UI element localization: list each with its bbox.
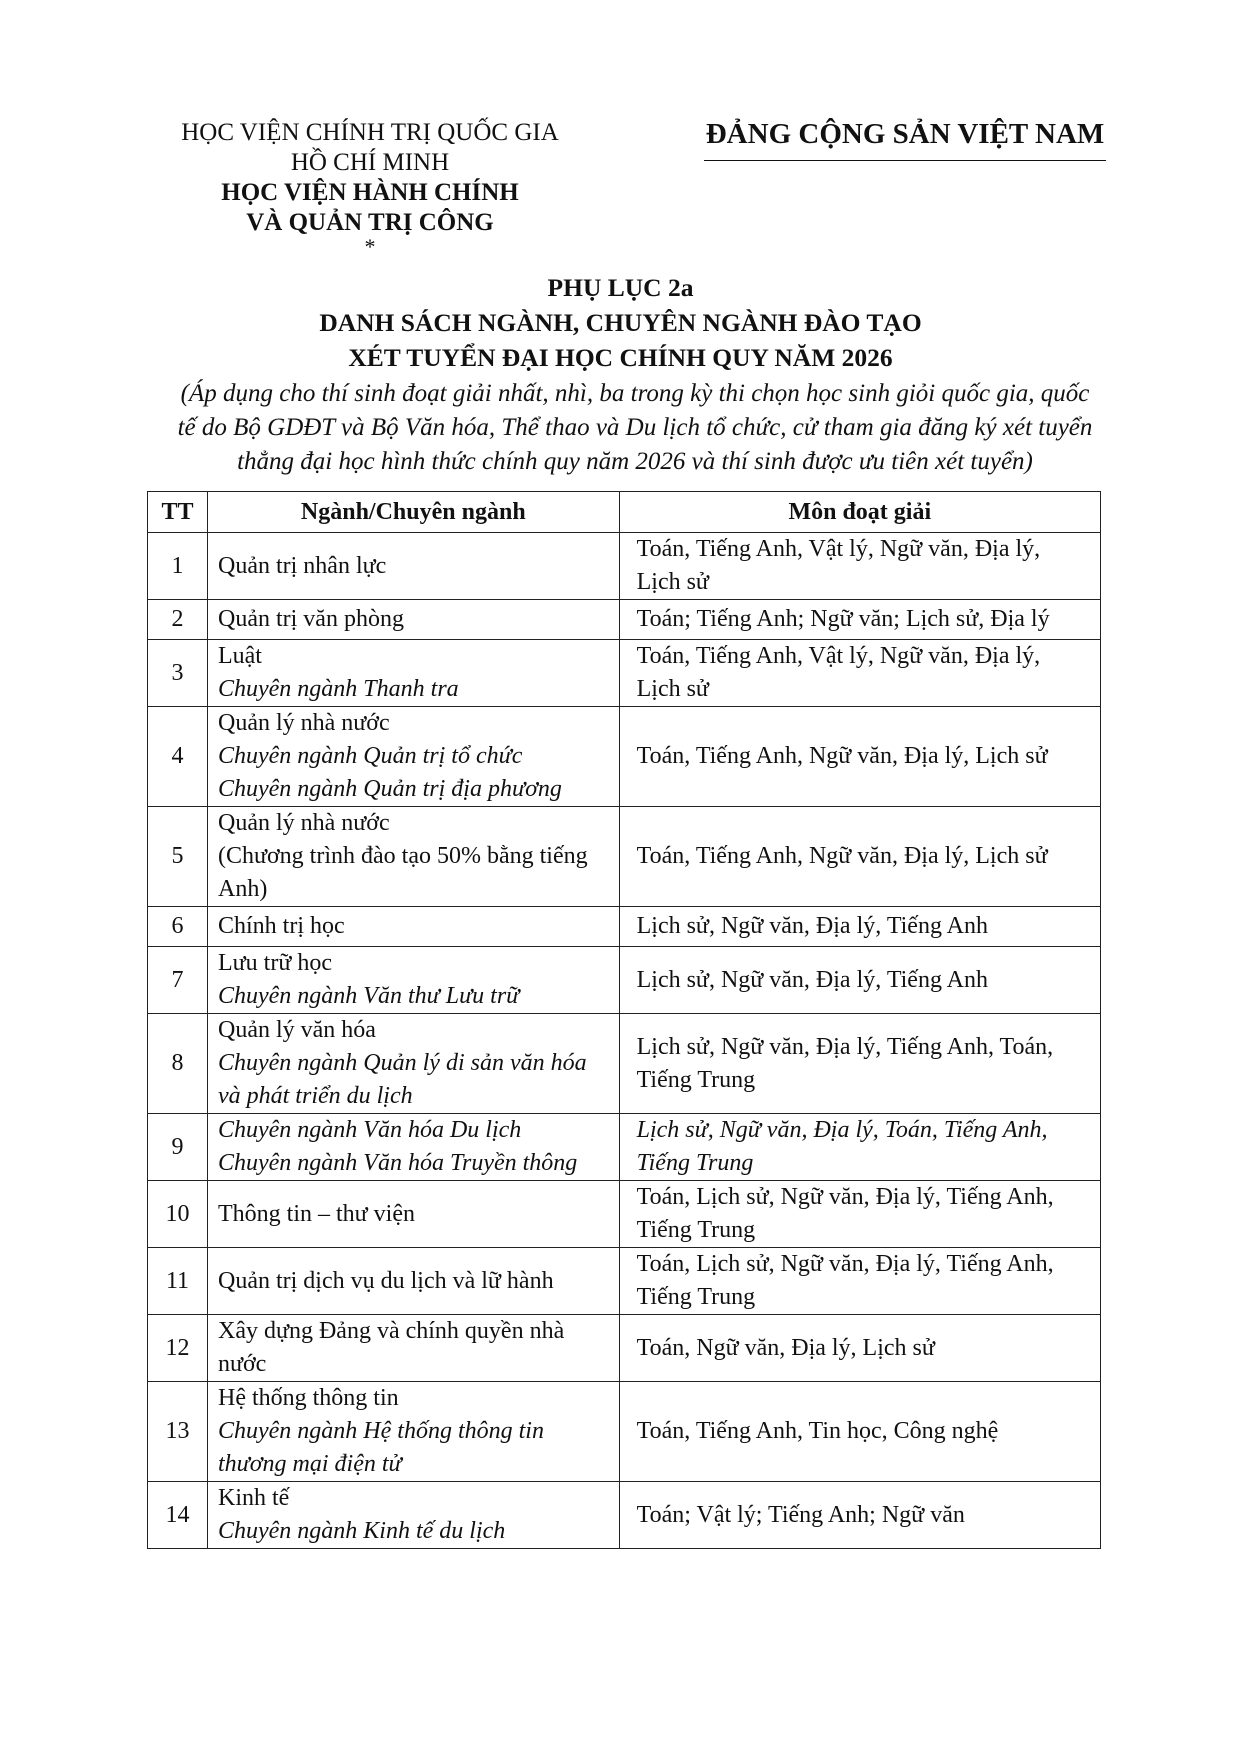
major-cell (207, 640, 619, 707)
row-number: 11 (148, 1248, 208, 1315)
row-number: 14 (148, 1482, 208, 1549)
subjects-cell (619, 1114, 1100, 1181)
subject-list: Toán; Vật lý; Tiếng Anh; Ngữ văn (636, 1501, 965, 1528)
specialization-name: Chuyên ngành Văn thư Lưu trữ (217, 983, 520, 1009)
specialization-name: Chuyên ngành Quản trị tổ chức (217, 743, 523, 769)
subject-list: Tiếng Trung (636, 1150, 754, 1176)
specialization-name: Chuyên ngành Quản trị địa phương (217, 776, 562, 802)
specialization-name: Chuyên ngành Văn hóa Truyền thông (217, 1150, 578, 1176)
subjects-cell (619, 807, 1100, 907)
majors-table (147, 491, 1101, 1549)
subjects-cell (619, 1248, 1100, 1315)
major-name: Anh) (217, 876, 268, 902)
row-number: 4 (148, 707, 208, 807)
table-row (148, 1014, 1101, 1114)
major-name: Quản lý nhà nước (217, 810, 390, 836)
table-row (148, 640, 1101, 707)
major-cell (207, 807, 619, 907)
subject-list: Lịch sử, Ngữ văn, Địa lý, Tiếng Anh (636, 913, 988, 939)
specialization-name: thương mại điện tử (217, 1451, 402, 1477)
header-nganh: Ngành/Chuyên ngành (207, 492, 619, 533)
subjects-cell (619, 1482, 1100, 1549)
specialization-name: Chuyên ngành Kinh tế du lịch (217, 1518, 506, 1544)
specialization-name: và phát triển du lịch (217, 1083, 413, 1109)
subtitle-line-2: tế do Bộ GDĐT và Bộ Văn hóa, Thể thao và Du lịch tổ chức, cử tham gia đăng ký xét tuyển (177, 414, 1093, 441)
major-name: Quản trị nhân lực (217, 552, 387, 579)
subject-list: Toán, Tiếng Anh, Ngữ văn, Địa lý, Lịch sử (636, 843, 1048, 869)
subjects-cell (619, 1382, 1100, 1482)
row-number: 13 (148, 1382, 208, 1482)
subject-list: Lịch sử, Ngữ văn, Địa lý, Toán, Tiếng Anh, (636, 1117, 1048, 1143)
subjects-cell (619, 600, 1100, 640)
major-cell (207, 533, 619, 600)
major-name: Hệ thống thông tin (217, 1385, 399, 1411)
major-name: Luật (217, 643, 262, 669)
subjects-cell (619, 533, 1100, 600)
table-row (148, 807, 1101, 907)
subject-list: Toán; Tiếng Anh; Ngữ văn; Lịch sử, Địa lý (636, 606, 1050, 632)
row-number: 7 (148, 947, 208, 1014)
major-name: Thông tin – thư viện (217, 1200, 415, 1227)
major-name: nước (217, 1351, 267, 1377)
table-row (148, 1181, 1101, 1248)
table-row (148, 707, 1101, 807)
major-name: Quản trị văn phòng (217, 606, 404, 632)
title-line-2: DANH SÁCH NGÀNH, CHUYÊN NGÀNH ĐÀO TẠO (319, 308, 922, 337)
authority-line-2: HỒ CHÍ MINH (290, 149, 450, 176)
title-line-1: PHỤ LỤC 2a (547, 273, 694, 302)
table-row (148, 1482, 1101, 1549)
table-row (148, 1315, 1101, 1382)
header-tt: TT (148, 492, 208, 533)
specialization-name: Chuyên ngành Văn hóa Du lịch (217, 1117, 522, 1143)
table-header-row (148, 492, 1101, 533)
party-header (695, 116, 1115, 161)
subject-list: Toán, Tiếng Anh, Vật lý, Ngữ văn, Địa lý, (636, 643, 1041, 669)
subject-list: Toán, Tiếng Anh, Vật lý, Ngữ văn, Địa lý, (636, 536, 1041, 562)
table-row (148, 947, 1101, 1014)
subject-list: Toán, Tiếng Anh, Ngữ văn, Địa lý, Lịch sử (636, 743, 1048, 769)
party-name: ĐẢNG CỘNG SẢN VIỆT NAM (705, 118, 1105, 150)
table-body (148, 533, 1101, 1549)
authority-line-4: VÀ QUẢN TRỊ CÔNG (246, 209, 494, 236)
major-name: Kinh tế (217, 1485, 290, 1511)
major-cell (207, 1114, 619, 1181)
row-number: 3 (148, 640, 208, 707)
table-row (148, 1382, 1101, 1482)
subtitle-line-3: thẳng đại học hình thức chính quy năm 2026 và thí sinh được ưu tiên xét tuyển) (237, 448, 1033, 475)
major-cell (207, 907, 619, 947)
row-number: 1 (148, 533, 208, 600)
subject-list: Lịch sử, Ngữ văn, Địa lý, Tiếng Anh (636, 966, 988, 993)
table-row (148, 1114, 1101, 1181)
subjects-cell (619, 1181, 1100, 1248)
major-cell (207, 1181, 619, 1248)
table-row (148, 1248, 1101, 1315)
major-cell (207, 707, 619, 807)
row-number: 5 (148, 807, 208, 907)
issuing-authority (150, 118, 590, 259)
major-cell (207, 947, 619, 1014)
specialization-name: Chuyên ngành Thanh tra (217, 676, 459, 702)
major-cell (207, 1382, 619, 1482)
row-number: 10 (148, 1181, 208, 1248)
major-name: Quản trị dịch vụ du lịch và lữ hành (217, 1267, 554, 1294)
subtitle-line-1: (Áp dụng cho thí sinh đoạt giải nhất, nhì, ba trong kỳ thi chọn học sinh giỏi quốc gia, quốc (180, 380, 1090, 407)
document-title (100, 270, 1141, 375)
subject-list: Toán, Ngữ văn, Địa lý, Lịch sử (636, 1334, 935, 1361)
subjects-cell (619, 1315, 1100, 1382)
major-name: (Chương trình đào tạo 50% bằng tiếng (217, 843, 588, 869)
specialization-name: Chuyên ngành Quản lý di sản văn hóa (217, 1050, 587, 1076)
subjects-cell (619, 907, 1100, 947)
subject-list: Toán, Tiếng Anh, Tin học, Công nghệ (636, 1418, 999, 1444)
subject-list: Lịch sử (636, 676, 709, 702)
row-number: 6 (148, 907, 208, 947)
major-name: Quản lý nhà nước (217, 710, 390, 736)
major-cell (207, 1248, 619, 1315)
specialization-name: Chuyên ngành Hệ thống thông tin (217, 1418, 544, 1444)
major-cell (207, 1315, 619, 1382)
subjects-cell (619, 640, 1100, 707)
title-line-3: XÉT TUYỂN ĐẠI HỌC CHÍNH QUY NĂM 2026 (348, 343, 893, 372)
authority-star: * (364, 234, 376, 259)
subject-list: Lịch sử (636, 569, 709, 595)
subject-list: Tiếng Trung (636, 1066, 756, 1093)
table-row (148, 907, 1101, 947)
major-cell (207, 600, 619, 640)
authority-line-1: HỌC VIỆN CHÍNH TRỊ QUỐC GIA (181, 119, 559, 146)
header-mon: Môn đoạt giải (619, 492, 1100, 533)
document-subtitle (130, 377, 1140, 479)
row-number: 12 (148, 1315, 208, 1382)
subjects-cell (619, 947, 1100, 1014)
row-number: 2 (148, 600, 208, 640)
subject-list: Toán, Lịch sử, Ngữ văn, Địa lý, Tiếng Anh, (636, 1184, 1054, 1210)
major-cell (207, 1014, 619, 1114)
major-cell (207, 1482, 619, 1549)
subjects-cell (619, 707, 1100, 807)
major-name: Quản lý văn hóa (217, 1017, 376, 1043)
party-underline (704, 160, 1106, 161)
row-number: 9 (148, 1114, 208, 1181)
major-name: Lưu trữ học (217, 950, 332, 976)
table-row (148, 600, 1101, 640)
subject-list: Toán, Lịch sử, Ngữ văn, Địa lý, Tiếng Anh, (636, 1251, 1054, 1277)
major-name: Xây dựng Đảng và chính quyền nhà (217, 1318, 565, 1344)
subject-list: Tiếng Trung (636, 1217, 756, 1243)
subjects-cell (619, 1014, 1100, 1114)
major-name: Chính trị học (217, 913, 345, 939)
authority-line-3: HỌC VIỆN HÀNH CHÍNH (221, 179, 519, 206)
table-row (148, 533, 1101, 600)
subject-list: Lịch sử, Ngữ văn, Địa lý, Tiếng Anh, Toán, (636, 1033, 1054, 1060)
subject-list: Tiếng Trung (636, 1284, 756, 1310)
row-number: 8 (148, 1014, 208, 1114)
